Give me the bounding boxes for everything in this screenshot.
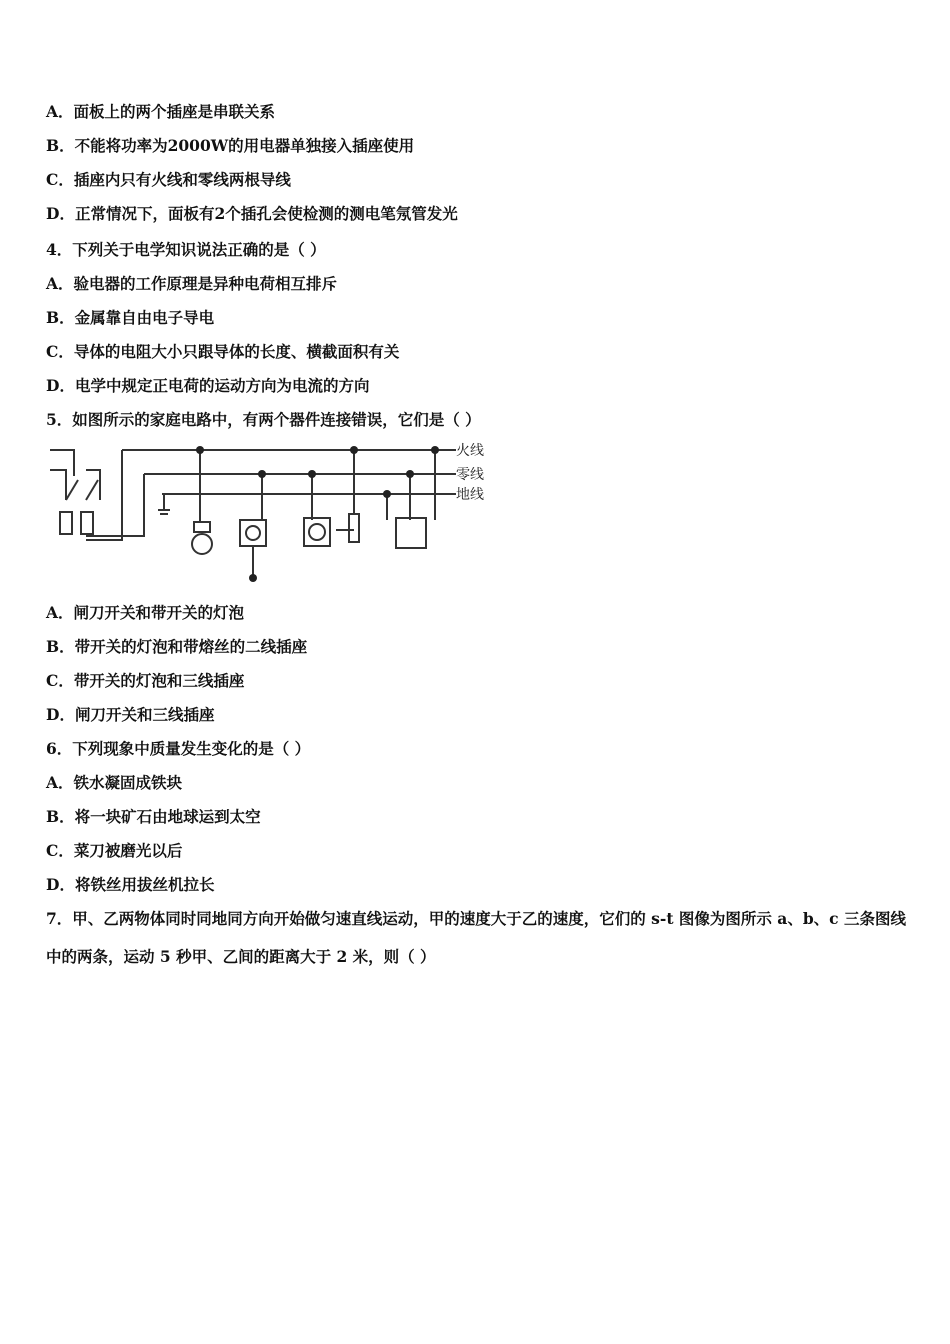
two-pin-socket [304,518,330,546]
knife-switch-blade-1 [66,480,78,500]
household-circuit-diagram [44,440,494,585]
q5-option-b: B．带开关的灯泡和带熔丝的二线插座 [46,637,308,656]
q3-option-a: A．面板上的两个插座是串联关系 [46,102,276,121]
q6-option-d: D．将铁丝用拔丝机拉长 [46,875,215,894]
three-pin-socket [396,518,426,548]
neutral-wire-label: 零线 [456,467,484,483]
q4-option-c: C．导体的电阻大小只跟导体的长度、横截面积有关 [46,342,400,361]
q5-stem: 5．如图所示的家庭电路中，有两个器件连接错误，它们是（ ） [46,410,481,429]
q5-option-c: C．带开关的灯泡和三线插座 [46,671,245,690]
q3-option-b: B．不能将功率为2000W的用电器单独接入插座使用 [46,136,415,155]
q5-option-a: A．闸刀开关和带开关的灯泡 [46,603,245,622]
q7-stem: 7．甲、乙两物体同时同地同方向开始做匀速直线运动，甲的速度大于乙的速度，它们的 s-t 图像为图所示 a、b、c 三条图线中的两条，运动 5 秒甲、乙间的距离大于 2 米，则（ ） [46,909,907,966]
q3-option-d: D．正常情况下，面板有2个插孔会使检测的测电笔氖管发光 [46,204,458,223]
live-wire-label: 火线 [456,443,484,459]
ground-wire-label: 地线 [456,487,484,503]
q6-stem: 6．下列现象中质量发生变化的是（ ） [46,739,311,758]
knife-switch-blade-2 [86,480,98,500]
q6-option-a: A．铁水凝固成铁块 [46,773,183,792]
q4-stem: 4．下列关于电学知识说法正确的是（ ） [46,240,326,259]
q3-option-c: C．插座内只有火线和零线两根导线 [46,170,291,189]
socket-fuse [349,514,359,542]
q4-option-b: B．金属靠自由电子导电 [46,308,215,327]
fused-two-pin-socket [240,520,266,546]
q5-option-d: D．闸刀开关和三线插座 [46,705,215,724]
q6-option-c: C．菜刀被磨光以后 [46,841,183,860]
q4-option-d: D．电学中规定正电荷的运动方向为电流的方向 [46,376,370,395]
fuse-1 [60,512,72,534]
q6-option-b: B．将一块矿石由地球运到太空 [46,807,261,826]
knife-switch-wiring [50,450,144,540]
fuse-2 [81,512,93,534]
q4-option-a: A．验电器的工作原理是异种电荷相互排斥 [46,274,338,293]
